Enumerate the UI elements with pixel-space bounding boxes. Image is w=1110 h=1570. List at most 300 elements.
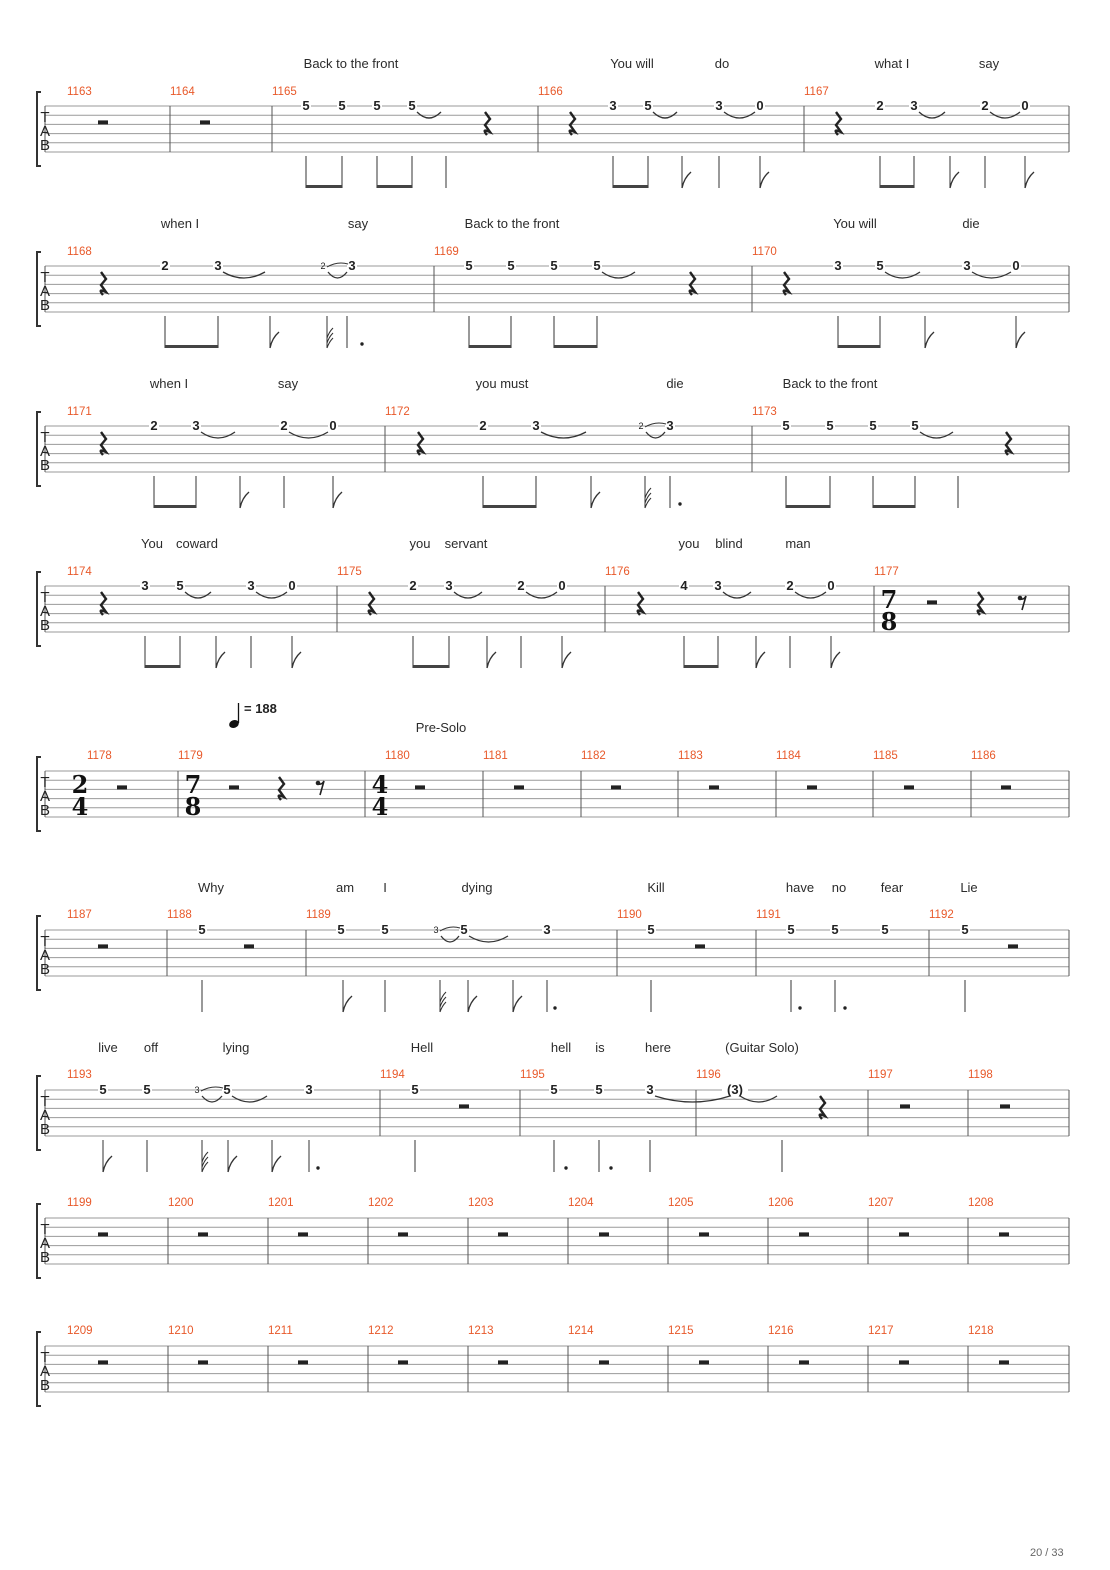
beamed-eighths [880,156,914,188]
lyric-word: You will [610,56,654,71]
fret-number: 2 [876,98,884,113]
fret-number: 3 [609,98,617,113]
measure-number: 1205 [668,1197,694,1209]
note-beam [838,345,880,348]
half-rest [98,120,108,124]
half-rest [709,785,719,789]
grace-fret: 3 [433,925,439,935]
grace-fret: 3 [194,1085,200,1095]
grace-stem [327,316,333,348]
measure-number: 1185 [873,750,898,762]
lyric-word: hell [550,1040,572,1055]
half-rest [498,1232,508,1236]
half-rest-block [807,785,817,789]
augmentation-dot [564,1166,567,1169]
fret-number: 5 [647,922,655,937]
note-flag [1016,332,1025,348]
fret-number: 0 [827,578,835,593]
half-rest [415,785,425,789]
lyric-word: when I [149,376,189,391]
lyric-word: Kill [647,880,665,895]
fret-number: 5 [644,98,652,113]
half-rest [900,1104,910,1108]
tab-clef-letter: A [39,123,51,140]
lyric-word: when I [160,216,200,231]
grace-stem [440,980,446,1012]
beamed-eighths [165,316,218,348]
flagged-eighth [950,156,959,188]
time-signature-bottom: 8 [184,792,202,821]
fret-number: 3 [910,98,918,113]
half-rest [198,1232,208,1236]
half-rest-block [709,785,719,789]
half-rest [98,1360,108,1364]
measure-number: 1187 [67,909,92,921]
note-flag [468,996,477,1012]
half-rest [298,1360,308,1364]
half-rest [599,1232,609,1236]
tab-clef-letter: T [40,1349,50,1366]
tab-clef-letter: B [39,297,51,314]
measure-number: 1213 [468,1325,494,1337]
half-rest-block [98,1360,108,1364]
fret-number: 5 [550,1082,558,1097]
tab-clef-letter: B [39,617,51,634]
fret-number: 3 [247,578,255,593]
half-rest [514,785,524,789]
lyric-word: off [143,1040,159,1055]
note-flag [562,652,571,668]
time-signature-bottom: 4 [371,792,389,821]
fret-number: 0 [1021,98,1029,113]
fret-number: 5 [869,418,877,433]
note-beam [554,345,597,348]
half-rest [904,785,914,789]
measure-number: 1194 [380,1069,405,1081]
measure-number: 1195 [520,1069,545,1081]
fret-number: 2 [409,578,417,593]
lyric-word: lying [222,1040,250,1055]
half-rest [899,1360,909,1364]
beamed-eighths [306,156,342,188]
measure-number: 1177 [874,566,899,578]
lyric-word: live [98,1040,118,1055]
fret-number: 3 [666,418,674,433]
measure-number: 1200 [168,1197,194,1209]
lyric-word: You will [833,216,877,231]
half-rest [198,1360,208,1364]
flagged-eighth [216,636,225,668]
fret-number: 3 [646,1082,654,1097]
beamed-eighths [786,476,830,508]
note-beam [873,505,915,508]
half-rest [200,120,210,124]
half-rest-block [799,1232,809,1236]
grace-stem [645,476,651,508]
measure-number: 1214 [568,1325,594,1337]
lyric-word: Lie [960,880,978,895]
lyric-word: say [347,216,369,231]
flagged-eighth [513,980,522,1012]
half-rest-block [699,1232,709,1236]
tab-clef-letter: B [39,457,51,474]
flagged-eighth [270,316,279,348]
fret-number: 3 [141,578,149,593]
measure-number: 1178 [87,750,112,762]
measure-number: 1217 [868,1325,894,1337]
beamed-eighths [554,316,597,348]
note-flag [591,492,600,508]
beamed-eighths [613,156,648,188]
time-signature-top: 7 [184,770,202,799]
measure-number: 1207 [868,1197,894,1209]
staff-system [37,376,1069,486]
note-beam [613,185,648,188]
measure-number: 1175 [337,566,362,578]
measure-number: 1183 [678,750,703,762]
lyric-word: here [644,1040,672,1055]
half-rest [1001,785,1011,789]
lyric-word: I [383,880,387,895]
half-rest-block [999,1360,1009,1364]
time-signature [881,585,898,636]
note-flag [1025,172,1034,188]
fret-number: 3 [214,258,222,273]
fret-number: 5 [408,98,416,113]
staff-system [37,1040,1069,1150]
augmentation-dot [609,1166,612,1169]
measure-number: 1172 [385,406,410,418]
fret-number: 5 [223,1082,231,1097]
note-flag [343,996,352,1012]
beamed-eighths [377,156,412,188]
fret-number: 0 [1012,258,1020,273]
flagged-eighth [487,636,496,668]
half-rest [927,600,937,604]
fret-number: 2 [280,418,288,433]
half-rest-block [799,1360,809,1364]
fret-number: 5 [411,1082,419,1097]
half-rest [1008,944,1018,948]
note-flag [831,652,840,668]
staff-system [37,1197,1069,1278]
fret-number: 4 [680,578,688,593]
note-beam [306,185,342,188]
fret-number: 3 [834,258,842,273]
half-rest-block [1008,944,1018,948]
flagged-eighth [333,476,342,508]
tab-clef-letter: B [39,1377,51,1394]
flagged-eighth [1025,156,1034,188]
tab-clef-letter: B [39,802,51,819]
time-signature [72,770,89,821]
note-flag [487,652,496,668]
note-beam [684,665,718,668]
fret-number: 0 [329,418,337,433]
half-rest [117,785,127,789]
half-rest [1000,1104,1010,1108]
half-rest [807,785,817,789]
fret-number: 5 [787,922,795,937]
measure-number: 1169 [434,246,459,258]
tab-clef-letter: B [39,1121,51,1138]
time-signature-top: 2 [71,770,89,799]
staff-system [37,1325,1069,1406]
tab-clef-letter: A [39,947,51,964]
measure-number: 1181 [483,750,508,762]
half-rest-block [999,1232,1009,1236]
half-rest-block [904,785,914,789]
fret-number: 5 [782,418,790,433]
measure-number: 1184 [776,750,801,762]
note-flag [756,652,765,668]
augmentation-dot [843,1006,846,1009]
fret-number: 5 [198,922,206,937]
measure-number: 1201 [268,1197,294,1209]
half-rest [459,1104,469,1108]
lyric-word: Back to the front [782,376,878,391]
tab-clef-letter: T [40,774,50,791]
half-rest [98,1232,108,1236]
lyric-word: die [962,216,980,231]
staff-system [37,216,1069,326]
measure-number: 1202 [368,1197,394,1209]
flagged-eighth [831,636,840,668]
tab-clef-letter: A [39,1107,51,1124]
half-rest-block [298,1232,308,1236]
flagged-eighth [103,1140,112,1172]
measure-number: 1211 [268,1325,293,1337]
tab-clef-letter: A [39,603,51,620]
measure-number: 1173 [752,406,777,418]
measure-number: 1170 [752,246,777,258]
half-rest [398,1232,408,1236]
note-flag [513,996,522,1012]
note-beam [145,665,180,668]
note-flag [272,1156,281,1172]
half-rest-block [298,1360,308,1364]
lyric-word: what I [874,56,910,71]
half-rest-block [398,1232,408,1236]
fret-number: 5 [99,1082,107,1097]
augmentation-dot [798,1006,801,1009]
measure-number: 1190 [617,909,642,921]
beamed-eighths [145,636,180,668]
measure-number: 1196 [696,1069,721,1081]
measure-number: 1182 [581,750,606,762]
half-rest-block [459,1104,469,1108]
measure-number: 1168 [67,246,92,258]
note-flag [240,492,249,508]
lyric-word: You [141,536,163,551]
fret-number: 5 [831,922,839,937]
flagged-eighth [591,476,600,508]
fret-number: 3 [714,578,722,593]
flagged-eighth [228,1140,237,1172]
tab-clef-letter: A [39,443,51,460]
tab-clef-letter: B [39,1249,51,1266]
tab-clef-letter: T [40,269,50,286]
half-rest [98,944,108,948]
half-rest [498,1360,508,1364]
eighth-rest [1018,596,1026,610]
tab-clef-letter: T [40,933,50,950]
measure-number: 1208 [968,1197,994,1209]
note-beam [469,345,511,348]
augmentation-dot [553,1006,556,1009]
half-rest [298,1232,308,1236]
half-rest-block [611,785,621,789]
flagged-eighth [272,1140,281,1172]
lyric-word: Back to the front [464,216,560,231]
measure-number: 1204 [568,1197,594,1209]
half-rest [229,785,239,789]
note-flag [760,172,769,188]
lyric-word: you [409,536,431,551]
staff-system [37,880,1069,990]
flagged-eighth [240,476,249,508]
page-indicator: 20 / 33 [1030,1547,1064,1559]
tab-clef-letter: T [40,109,50,126]
half-rest-block [1001,785,1011,789]
half-rest [999,1360,1009,1364]
measure-number: 1164 [170,86,195,98]
beamed-eighths [838,316,880,348]
measure-number: 1215 [668,1325,694,1337]
flagged-eighth [343,980,352,1012]
measure-number: 1212 [368,1325,394,1337]
tempo-marking [228,701,277,729]
time-signature-top: 4 [371,770,389,799]
measure-number: 1206 [768,1197,794,1209]
fret-number: 0 [756,98,764,113]
fret-number: 5 [507,258,515,273]
measure-number: 1218 [968,1325,994,1337]
half-rest-block [927,600,937,604]
lyric-word: is [595,1040,605,1055]
tab-clef-letter: A [39,788,51,805]
fret-number: 3 [445,578,453,593]
grace-stem [202,1140,208,1172]
fret-number: 3 [305,1082,313,1097]
augmentation-dot [678,502,681,505]
fret-number: 5 [826,418,834,433]
flagged-eighth [760,156,769,188]
measure-number: 1165 [272,86,297,98]
lyric-word: Why [198,880,224,895]
flagged-eighth [682,156,691,188]
measure-number: 1209 [67,1325,93,1337]
flagged-eighth [562,636,571,668]
lyric-word: no [831,880,847,895]
fret-number: 5 [593,258,601,273]
beamed-eighths [873,476,915,508]
fret-number: 3 [348,258,356,273]
tab-clef-letter: B [39,961,51,978]
half-rest-block [498,1232,508,1236]
tab-clef-letter: T [40,1093,50,1110]
flagged-eighth [756,636,765,668]
lyric-word: servant [444,536,488,551]
measure-number: 1166 [538,86,563,98]
tab-clef-letter: A [39,283,51,300]
fret-number: 5 [881,922,889,937]
half-rest-block [599,1360,609,1364]
augmentation-dot [360,342,363,345]
half-rest-block [98,944,108,948]
fret-number: 3 [963,258,971,273]
half-rest-block [398,1360,408,1364]
half-rest-block [229,785,239,789]
half-rest [999,1232,1009,1236]
fret-number: 5 [911,418,919,433]
lyric-word: blind [715,536,743,551]
half-rest-block [900,1104,910,1108]
half-rest [899,1232,909,1236]
half-rest [695,944,705,948]
note-flag [950,172,959,188]
fret-number: 5 [338,98,346,113]
measure-number: 1193 [67,1069,92,1081]
half-rest-block [98,1232,108,1236]
grace-fret: 2 [320,261,326,271]
half-rest-block [899,1360,909,1364]
fret-number: 5 [302,98,310,113]
fret-number: 5 [961,922,969,937]
measure-number: 1188 [167,909,192,921]
lyric-word: die [666,376,684,391]
measure-number: 1192 [929,909,954,921]
tab-clef-letter: T [40,429,50,446]
measure-number: 1167 [804,86,829,98]
tab-clef-letter: A [39,1235,51,1252]
fret-number: 5 [143,1082,151,1097]
measure-number: 1171 [67,406,92,418]
measure-number: 1199 [67,1197,92,1209]
fret-number: 2 [161,258,169,273]
beamed-eighths [684,636,718,668]
half-rest-block [98,120,108,124]
note-beam [880,185,914,188]
time-signature-top: 7 [880,585,898,614]
lyric-word: am [335,880,355,895]
tab-clef-letter: T [40,589,50,606]
flagged-eighth [1016,316,1025,348]
lyric-word: (Guitar Solo) [725,1040,799,1055]
tempo-value: = 188 [244,701,277,716]
note-flag [270,332,279,348]
note-flag [292,652,301,668]
measure-number: 1191 [756,909,781,921]
beamed-eighths [483,476,536,508]
lyric-word: you must [475,376,529,391]
fret-number: 3 [543,922,551,937]
note-flag [925,332,934,348]
fret-number: 3 [192,418,200,433]
fret-number: 5 [876,258,884,273]
note-beam [377,185,412,188]
augmentation-dot [316,1166,319,1169]
fret-number: 5 [381,922,389,937]
section-label: Pre-Solo [415,720,467,735]
note-beam [786,505,830,508]
measure-number: 1197 [868,1069,893,1081]
measure-number: 1216 [768,1325,794,1337]
lyric-word: you [678,536,700,551]
lyric-word: coward [176,536,218,551]
half-rest-block [514,785,524,789]
half-rest-block [599,1232,609,1236]
